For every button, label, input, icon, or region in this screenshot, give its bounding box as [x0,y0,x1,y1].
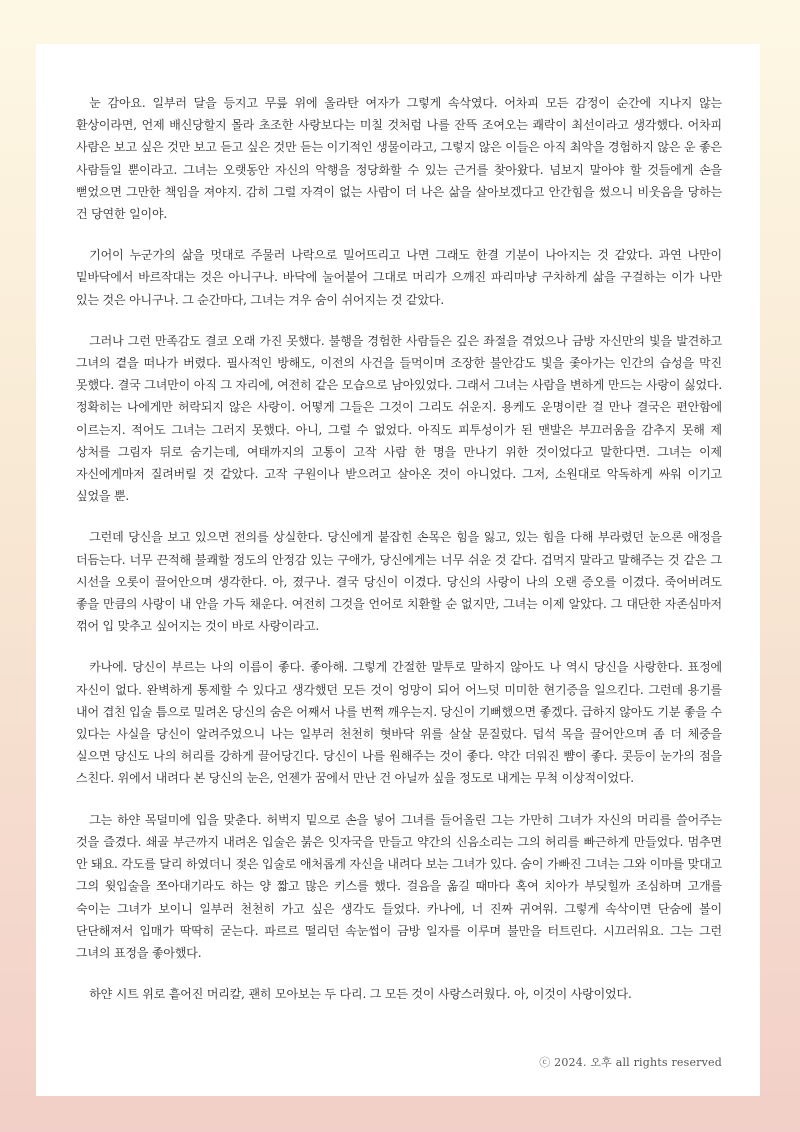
copyright-notice: ⓒ 2024. 오후 all rights reserved [539,1056,722,1069]
paragraph: 그런데 당신을 보고 있으면 전의를 상실한다. 당신에게 붙잡힌 손목은 힘을 잃고, 있는 힘을 다해 부라렸던 눈으론 애정을 더듬는다. 너무 끈적해 불쾌할 정도의 안정감 있는 구애가, 당신에게는 너무 쉬운 것 같다. 겁먹지 말라고 말해주는 것 같은 그 시선을 오롯이 끌어안으며 생각한다. 아, 졌구나. 결국 당신이 이겼다. 당신의 사랑이 나의 오랜 증오를 이겼다. 죽어버려도 좋을 만큼의 사랑이 내 안을 가득 채운다. 여전히 그것을 언어로 치환할 순 없지만, 그녀는 이제 알았다. 그 대단한 자존심마저 꺾어 입 맞추고 싶어지는 것이 바로 사랑이라고. [76,530,722,634]
paragraph: 그는 하얀 목덜미에 입을 맞춘다. 허벅지 밑으로 손을 넣어 그녀를 들어올린 그는 가만히 그녀가 자신의 머리를 쓸어주는 것을 즐겼다. 쇄골 부근까지 내려온 입술은 붉은 잇자국을 만들고 약간의 신음소리는 그의 허리를 빠근하게 만들었다. 멈추면 안 돼요. 각도를 달리 하였더니 젖은 입술로 애처롭게 자신을 내려다 보는 그녀가 있다. 숨이 가빠진 그녀는 그와 이마를 맞대고 그의 윗입술을 쪼아대기라도 하는 양 짧고 많은 키스를 했다. 걸음을 옮길 때마다 혹여 치아가 부딪힐까 조심하며 고개를 숙이는 그녀가 보이니 일부러 천천히 가고 싶은 생각도 들었다. 카나에, 너 진짜 귀여워. 그렇게 속삭이면 단숨에 볼이 단단해져서 입매가 딱딱히 굳는다. 파르르 떨리던 속눈썹이 금방 일자를 이루며 불만을 터트린다. 시끄러워요. 그는 그런 그녀의 표정을 좋아했다. [76,812,722,960]
paragraph: 카나에. 당신이 부르는 나의 이름이 좋다. 좋아해. 그렇게 간절한 말투로 말하지 않아도 나 역시 당신을 사랑한다. 표정에 자신이 없다. 완벽하게 통제할 수 있다고 생각했던 모든 것이 엉망이 되어 어느덧 미미한 현기증을 일으킨다. 그런데 용기를 내어 겹친 입술 틈으로 밀려온 당신의 숨은 어째서 나를 번쩍 깨우는지. 당신이 기뻐했으면 좋겠다. 급하지 않아도 기분 좋을 수 있다는 사실을 당신이 알려주었으니 나는 일부러 천천히 혓바닥 위를 살살 문질렀다. 덥석 목을 끌어안으며 좀 더 체중을 실으면 당신도 나의 허리를 강하게 끌어당긴다. 당신이 나를 원해주는 것이 좋다. 약간 더워진 뺨이 좋다. 콧등이 눈가의 점을 스친다. 위에서 내려다 본 당신의 눈은, 언젠가 꿈에서 만난 건 아닐까 싶을 정도로 내게는 무척 이상적이었다. [76,660,722,786]
paragraph: 눈 감아요. 일부러 달을 등지고 무릎 위에 올라탄 여자가 그렇게 속삭였다. 어차피 모든 감정이 순간에 지나지 않는 환상이라면, 언제 배신당할지 몰라 초조한 사랑보다는 미칠 것처럼 나를 잔뜩 조여오는 쾌락이 최선이라고 생각했다. 어차피 사람은 보고 싶은 것만 보고 듣고 싶은 것만 듣는 이기적인 생물이라고, 그렇지 않은 이들은 아직 최악을 경험하지 않은 운 좋은 사람들일 뿐이라고. 그녀는 오랫동안 자신의 악행을 정당화할 수 있는 근거를 찾아왔다. 넘보지 말아야 할 것들에게 손을 뻗었으면 그만한 책임을 져야지. 감히 그럴 자격이 없는 사람이 더 나은 삶을 살아보겠다고 안간힘을 썼으니 비웃음을 당하는 건 당연한 일이야. [76,96,722,222]
document-page [36,44,760,1096]
paragraph: 그러나 그런 만족감도 결코 오래 가진 못했다. 불행을 경험한 사람들은 깊은 좌절을 겪었으나 금방 자신만의 빛을 발견하고 그녀의 곁을 떠나가 버렸다. 필사적인 방해도, 이전의 사건을 들먹이며 조장한 불안감도 빛을 좇아가는 인간의 습성을 막진 못했다. 결국 그녀만이 아직 그 자리에, 여전히 같은 모습으로 남아있었다. 그래서 그녀는 사람을 변하게 만드는 사랑이 싫었다. 정확히는 나에게만 허락되지 않은 사랑이. 어떻게 그들은 그것이 그리도 쉬운지. 용케도 운명이란 걸 만나 결국은 편안함에 이르는지. 적어도 그녀는 그러지 못했다. 아니, 그럴 수 없었다. 아직도 피투성이가 된 맨발은 부끄러움을 감추지 못해 제 상처를 그림자 뒤로 숨기는데, 여태까지의 고통이 고작 사람 한 명을 만나기 위한 것이었다고 말한다면. 그녀는 이제 자신에게마저 질려버릴 것 같았다. 고작 구원이나 받으려고 살아온 것이 아니었다. 그저, 소원대로 악독하게 싸워 이기고 싶었을 뿐. [76,333,722,504]
paragraph: 하얀 시트 위로 흩어진 머리칼, 괜히 모아보는 두 다리. 그 모든 것이 사랑스러웠다. 아, 이것이 사랑이었다. [89,987,632,1002]
paragraph: 기어이 누군가의 삶을 멋대로 주물러 나락으로 밀어뜨리고 나면 그래도 한결 기분이 나아지는 것 같았다. 과연 나만이 밑바닥에서 바르작대는 것은 아니구나. 바닥에 눌어붙어 그대로 머리가 으깨진 파리마냥 구차하게 삶을 구걸하는 이가 나만 있는 것은 아니구나. 그 순간마다, 그녀는 겨우 숨이 쉬어지는 것 같았다. [76,248,722,307]
